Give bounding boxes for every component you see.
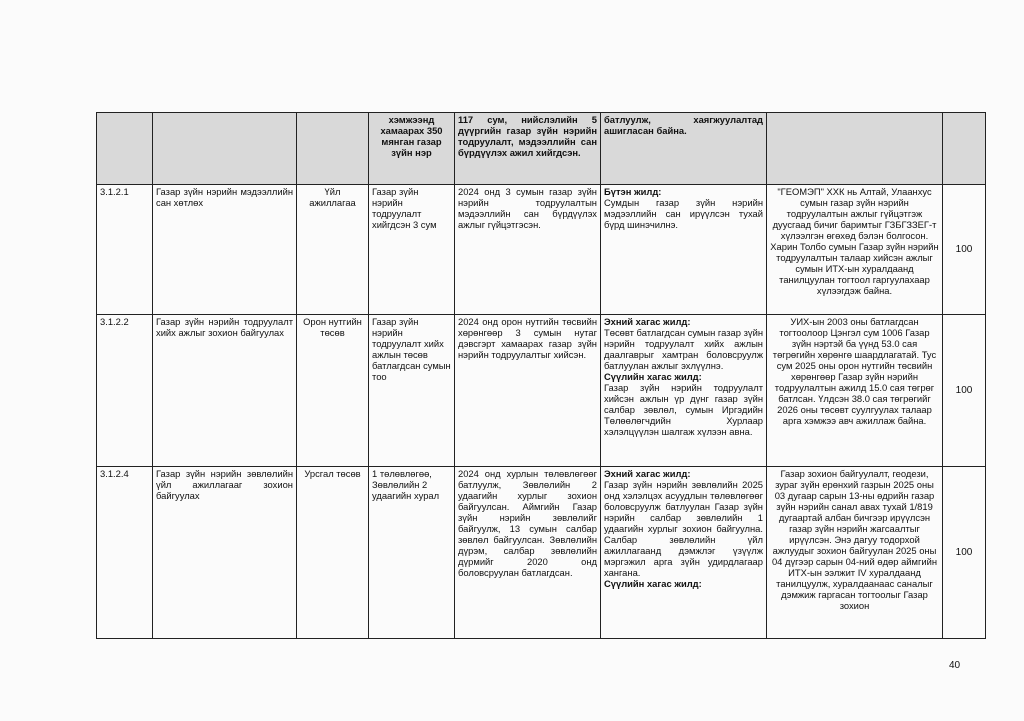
cell-measure: хэмжээнд хамаарах 350 мянган газар зүйн нэр (369, 113, 455, 185)
cell-result: Газар зохион байгуулалт, геодези, зураг зүйн ерөнхий газрын 2025 оны 03 дугаар сарын 13-ны өдрийн газар зүйн нэрийн санал авах тухай 1/819 дугаартай албан бичгээр ирүүлсэн газар зүйн нэрийн жагсаалтыг ирүүлсэн. Энэ дагуу тодорхой ажлуудыг зохион байгуулан 2025 оны 04 дүгээр сарын 04-ний өдөр аймгийн ИТХ-ын ээлжит IV хуралдаанд танилцуулж, хуралдаанаас саналыг дэмжиж гаргасан тогтоолыг Газар зохион (767, 467, 943, 639)
cell-empty (767, 113, 943, 185)
cell-responsible: Үйл ажиллагаа (297, 185, 369, 315)
cell-result: УИХ-ын 2003 оны батлагдсан тогтоолоор Цэнгэл сум 1006 Газар зүйн нэртэй ба үүнд 53.0 сая төгрөгийн хөрөнгө шаардлагатай. Тус сум 2025 оны орон нутгийн төсвийн хөрөнгөөр Газар зүйн нэрийн тодруулалтын ажилд 15.0 сая төгрөг батлсан. Үлдсэн 38.0 сая төгрөгийг 2026 оны төсөвт суулгуулах талаар арга хэмжээ авч ажиллаж байна. (767, 315, 943, 467)
progress-heading: Эхний хагас жилд: (604, 468, 691, 479)
activity-table (96, 112, 986, 639)
cell-responsible: Урсгал төсөв (297, 467, 369, 639)
cell-baseline: 117 сум, нийслэлийн 5 дүүргийн газар зүйн нэрийн тодруулалт, мэдээллийн сан бүрдүүлэх ажил хийгдсэн. (455, 113, 601, 185)
progress-heading: Эхний хагас жилд: (604, 316, 691, 327)
cell-score: 100 (943, 315, 986, 467)
progress-heading: Бүтэн жилд: (604, 186, 662, 197)
cell-activity: Газар зүйн нэрийн мэдээллийн сан хөтлөх (153, 185, 297, 315)
cell-empty (153, 113, 297, 185)
cell-responsible: Орон нутгийн төсөв (297, 315, 369, 467)
cell-empty (297, 113, 369, 185)
cell-code: 3.1.2.4 (97, 467, 153, 639)
page-number: 40 (949, 660, 961, 671)
cell-indicator: 1 төлөвлөгөө, Зөвлөлийн 2 удаагийн хурал (369, 467, 455, 639)
progress-text: Газар зүйн нэрийн тодруулалт хийсэн ажлын үр дүнг газар зүйн салбар зөвлөл, сумын Иргэдийн Төлөөлөгчдийн Хурлаар хэлэлцүүлэн шалгаж хүлээн авна. (604, 382, 763, 437)
table-row (97, 185, 986, 315)
progress-heading: Сүүлийн хагас жилд: (604, 371, 702, 382)
cell-baseline: 2024 онд хурлын төлөвлөгөөг батлуулж, Зөвлөлийн 2 удаагийн хурлыг зохион байгуулсан. Аймгийн Газар зүйн нэрийн зөвлөлийг байгуулж, 13 сумын салбар зөвлөл байгуулсан. Зөвлөлийн дүрэм, салбар зөвлөлийн дүрмийг 2020 онд боловсруулан батлагдсан. (455, 467, 601, 639)
cell-result: "ГЕОМЭП" ХХК нь Алтай, Улаанхус сумын газар зүйн нэрийн тодруулалтын ажлыг гүйцэтгэж дуусгаад бичиг баримтыг ГЗБГЗЗЕГ-т хүлээлгэн өгөхөд бэлэн болгосон. Харин Толбо сумын Газар зүйн нэрийн тодруулалтын талаар хийсэн ажлыг сумын ИТХ-ын хуралдаанд танилцуулан тогтоол гаргуулахаар хүлээгдэж байна. (767, 185, 943, 315)
cell-code: 3.1.2.1 (97, 185, 153, 315)
continuation-row (97, 113, 986, 185)
cell-indicator: Газар зүйн нэрийн тодруулалт хийх ажлын төсөв батлагдсан сумын тоо (369, 315, 455, 467)
table-row (97, 467, 986, 639)
progress-text: Сумдын газар зүйн нэрийн мэдээллийн сан ирүүлсэн тухай бүрд шинэчилнэ. (604, 197, 763, 230)
table-row (97, 315, 986, 467)
progress-heading: Сүүлийн хагас жилд: (604, 578, 702, 589)
cell-baseline: 2024 онд орон нутгийн төсвийн хөрөнгөөр 3 сумын нутаг дэвсгэрт хамаарах газар зүйн нэрийн тодруулалтыг хийсэн. (455, 315, 601, 467)
progress-text: Төсөвт батлагдсан сумын газар зүйн нэрийн тодруулалт хийх ажлын даалгаврыг хамтран боловсруулж батлуулан ажлыг эхлүүлнэ. (604, 327, 763, 371)
cell-baseline: 2024 онд 3 сумын газар зүйн нэрийн тодруулалтын мэдээллийн сан бүрдүүлэх ажлыг гүйцэтгэсэн. (455, 185, 601, 315)
cell-indicator: Газар зүйн нэрийн тодруулалт хийгдсэн 3 сум (369, 185, 455, 315)
cell-score: 100 (943, 185, 986, 315)
cell-progress: батлуулж, хаягжуулалтад ашигласан байна. (601, 113, 767, 185)
cell-activity: Газар зүйн нэрийн тодруулалт хийх ажлыг зохион байгуулах (153, 315, 297, 467)
cell-empty (97, 113, 153, 185)
progress-text: Газар зүйн нэрийн зөвлөлийн 2025 онд хэлэлцэх асуудлын төлөвлөгөөг боловсруулж батлуулан Газар зүйн нэрийн салбар зөвлөлийн 1 удаагийн хурлыг зохион байгуулна. Салбар зөвлөлийн үйл ажиллагаанд дэмжлэг үзүүлж мэргэжил арга зүйн удирдлагаар хангана. (604, 479, 763, 578)
cell-progress (601, 315, 767, 467)
cell-progress (601, 185, 767, 315)
cell-score: 100 (943, 467, 986, 639)
cell-activity: Газар зүйн нэрийн зөвлөлийн үйл ажиллагааг зохион байгуулах (153, 467, 297, 639)
cell-progress (601, 467, 767, 639)
cell-empty (943, 113, 986, 185)
cell-code: 3.1.2.2 (97, 315, 153, 467)
